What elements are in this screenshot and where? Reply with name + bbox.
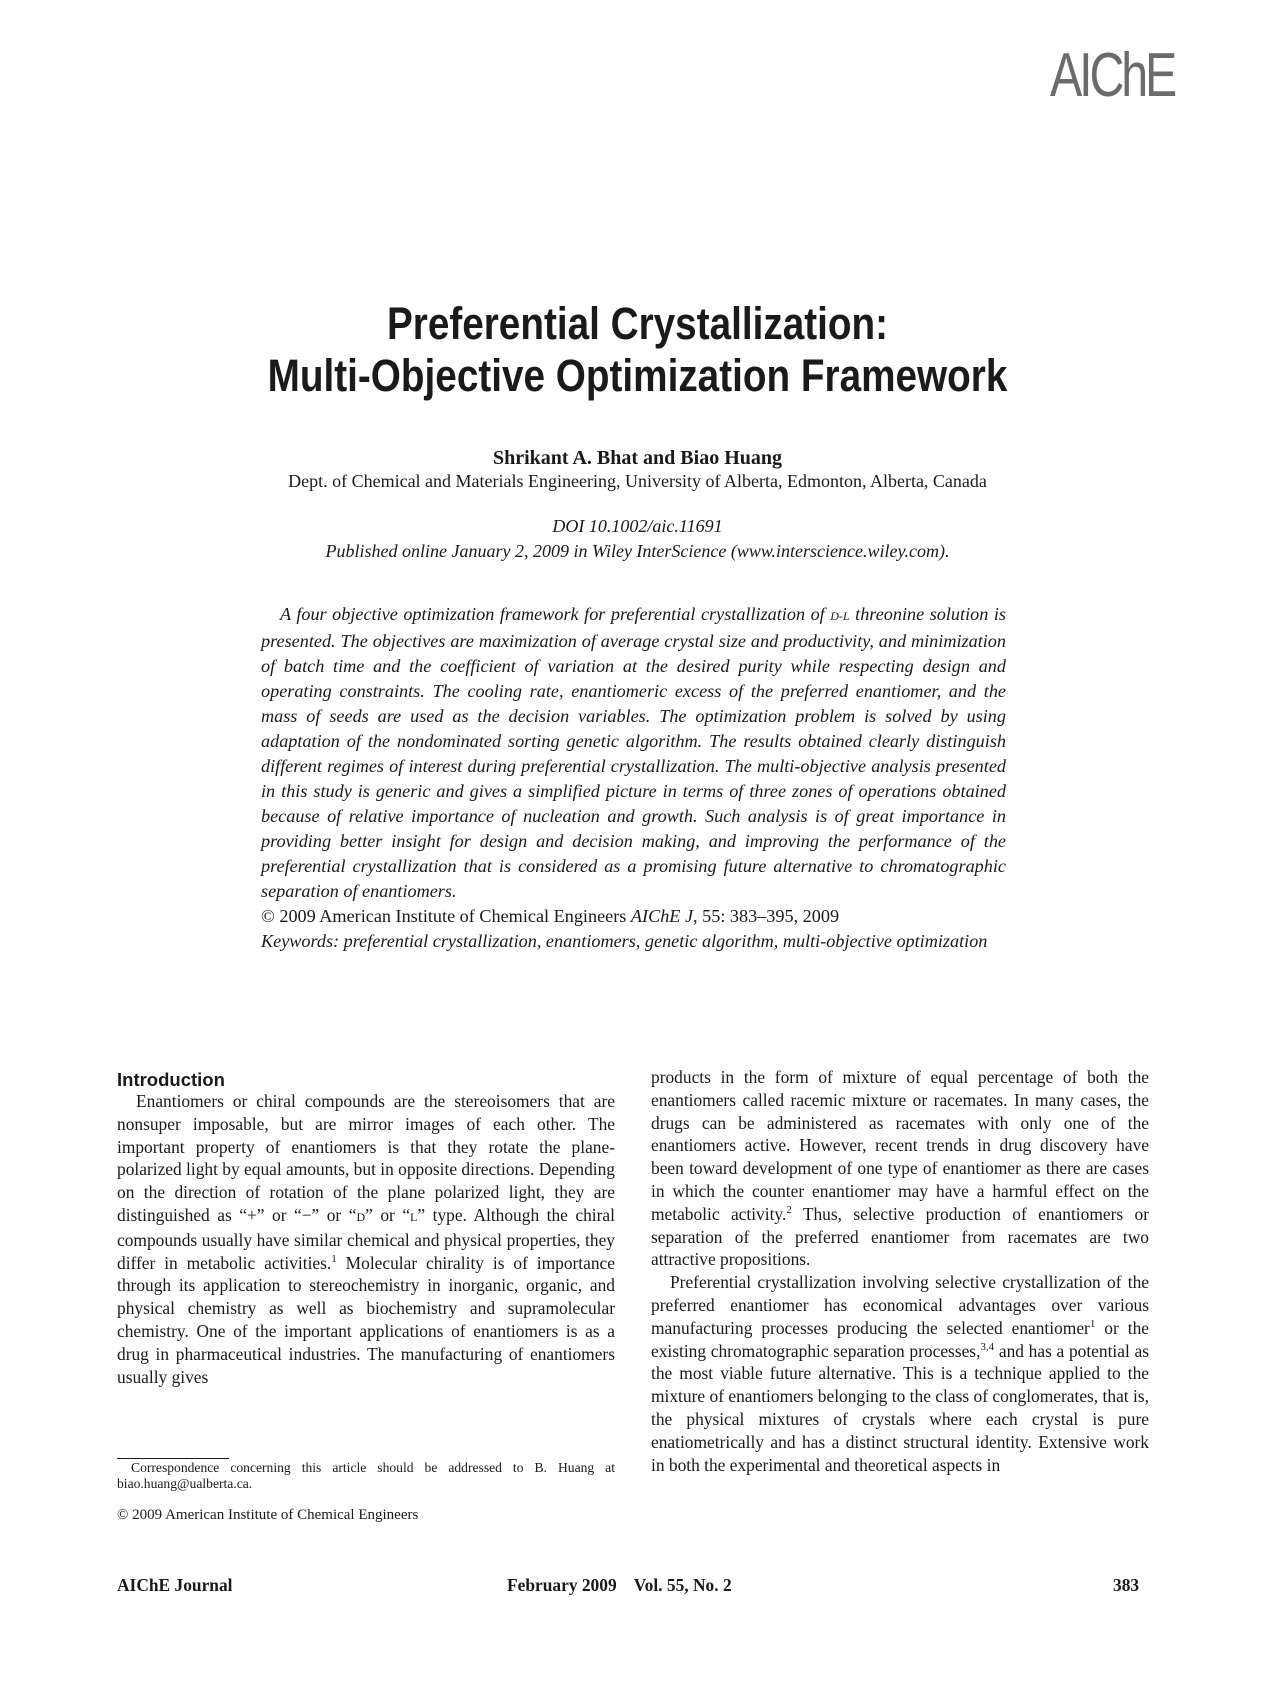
publication-info: Published online January 2, 2009 in Wiley InterScience (www.interscience.wiley.com). — [325, 541, 950, 561]
p2-part-a: products in the form of mixture of equal percentage of both the enantiomers called racemic mixture or racemates. In many cases, the drugs can be administered as racemates with only one of the enantiomers active. However, recent trends in drug discovery have been toward development of one type of enantiomer as there are cases in which the counter enantiomer may have a harmful effect on the metabolic activity. — [651, 1067, 1149, 1224]
ref-3-4: 3,4 — [980, 1340, 995, 1353]
ref-1b: 1 — [1089, 1317, 1096, 1330]
p1-part-b: ” or “ — [365, 1204, 411, 1225]
abstract-copyright — [261, 904, 1006, 929]
copyright-post: , 55: 383–395, 2009 — [693, 906, 840, 926]
intro-paragraph-1 — [117, 1090, 615, 1388]
doi: DOI 10.1002/aic.11691 — [552, 516, 723, 536]
keywords: Keywords: preferential crystallization, enantiomers, genetic algorithm, multi-objective optimization — [261, 931, 988, 951]
footnote-copyright: © 2009 American Institute of Chemical Engineers — [117, 1507, 419, 1523]
authors: Shrikant A. Bhat and Biao Huang — [493, 447, 782, 469]
title-line-2: Multi-Objective Optimization Framework — [267, 350, 1008, 401]
intro-paragraph-3 — [651, 1271, 1149, 1476]
abstract — [261, 602, 1006, 954]
p1-d-small-caps: D — [356, 1209, 366, 1224]
abstract-lead: A four objective optimization framework for preferential crystallization of — [280, 604, 831, 624]
ref-2: 2 — [786, 1203, 792, 1216]
p1-part-a: Enantiomers or chiral compounds are the stereoisomers that are nonsuper imposable, but are mirror images of each other. The important property of enantiomers is that they rotate the plane-polarized light by equal amounts, but in opposite directions. Depending on the direction of rotation of the plane polarized light, they are distinguished as “+” or “−” or “ — [117, 1091, 615, 1225]
p1-part-d: Molecular chirality is of importance through its application to stereochemistry in inorganic, organic, and physical chemistry as well as biochemistry and supramolecular chemistry. One of the important applications of enantiomers is as a drug in pharmaceutical industries. The manufacturing of enantiomers usually gives — [117, 1252, 615, 1387]
right-column — [651, 1066, 1149, 1476]
title-line-1: Preferential Crystallization: — [386, 298, 889, 349]
footer-issue-info: February 2009 Vol. 55, No. 2 — [507, 1575, 732, 1595]
p3-part-c: and has a potential as the most viable future alternative. This is a technique applied to the mixture of enantiomers belonging to the class of conglomerates, that is, the physical mixtures of crystals where each crystal is pure enatiometrically and has a distinct structural identity. Extensive work in both the experimental and theoretical aspects in — [651, 1340, 1149, 1475]
p1-part-c: ” type. Although the chiral compounds usually have similar chemical and physical properties, they differ in metabolic activities. — [117, 1204, 615, 1273]
ref-1: 1 — [331, 1252, 337, 1265]
affiliation: Dept. of Chemical and Materials Engineering, University of Alberta, Edmonton, Alberta, Canada — [288, 471, 987, 491]
correspondence-footnote — [117, 1460, 615, 1492]
abstract-body: threonine solution is presented. The objectives are maximization of average crystal size and productivity, and minimization of batch time and the coefficient of variation at the desired purity while respecting design and operating constraints. The cooling rate, enantiomeric excess of the preferred enantiomer, and the mass of seeds are used as the decision variables. The optimization problem is solved by using adaptation of the nondominated sorting genetic algorithm. The results obtained clearly distinguish different regimes of interest during preferential crystallization. The multi-objective analysis presented in this study is generic and gives a simplified picture in terms of three zones of operations obtained because of relative importance of nucleation and growth. Such analysis is of great importance in providing better insight for design and decision making, and improving the performance of the preferential crystallization that is considered as a promising future alternative to chromatographic separation of enantiomers. — [261, 604, 1006, 901]
p1-l-small-caps: L — [410, 1209, 418, 1224]
copyright-pre: © 2009 American Institute of Chemical Engineers — [261, 906, 631, 926]
footer-page-number: 383 — [1113, 1575, 1140, 1595]
footnote-divider — [117, 1458, 229, 1459]
abstract-dl-small-caps: D-L — [830, 609, 850, 623]
abstract-text — [261, 602, 1006, 904]
aiche-logo: AIChE — [1050, 41, 1175, 110]
footnote-text: Correspondence concerning this article should be addressed to B. Huang at biao.huang@ualberta.ca. — [117, 1460, 615, 1491]
left-column — [117, 1090, 615, 1388]
article-title — [0, 298, 1275, 402]
intro-paragraph-2 — [651, 1066, 1149, 1271]
p3-part-b: or the existing chromatographic separation processes, — [651, 1317, 1149, 1361]
introduction-heading: Introduction — [117, 1069, 225, 1090]
footer-journal-name: AIChE Journal — [117, 1575, 233, 1595]
p3-part-a: Preferential crystallization involving selective crystallization of the preferred enantiomer has economical advantages over various manufacturing processes producing the selected enantiomer — [651, 1272, 1149, 1338]
copyright-journal: AIChE J — [630, 906, 694, 926]
p2-part-b: Thus, selective production of enantiomers or separation of the preferred enantiomer from racemates are two attractive propositions. — [651, 1203, 1149, 1270]
